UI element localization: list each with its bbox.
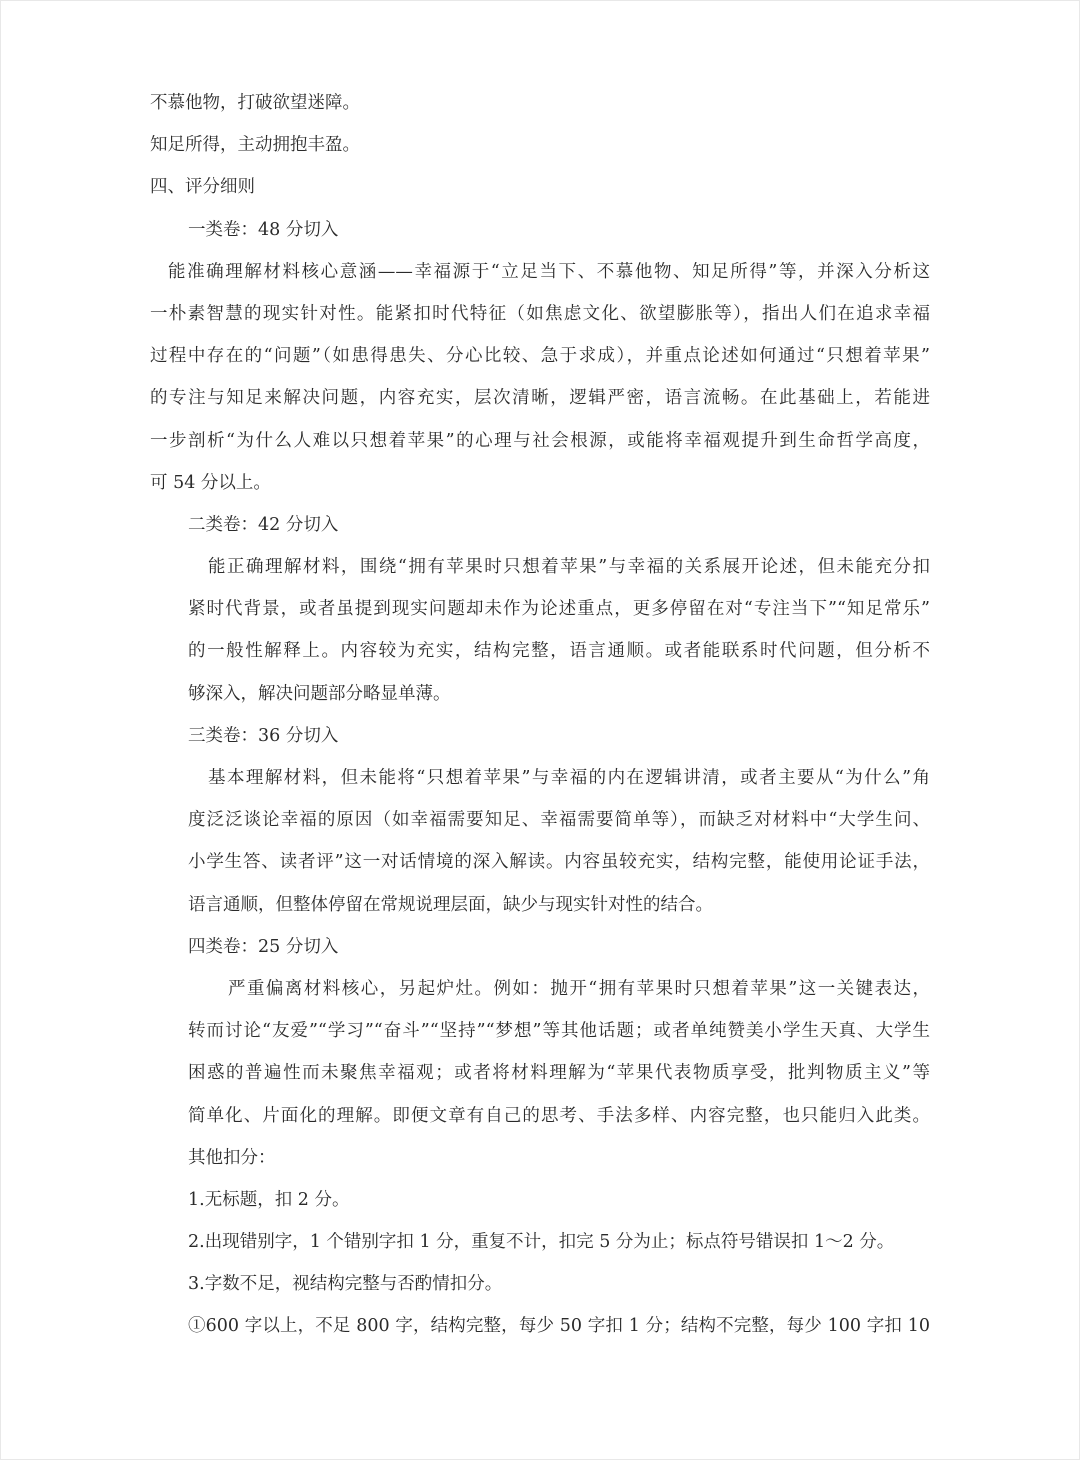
text-line: 能正确理解材料，围绕“拥有苹果时只想着苹果”与幸福的关系展开论述，但未能充分扣	[208, 557, 930, 578]
text-line: 小学生答、读者评”这一对话情境的深入解读。内容虽较充实，结构完整，能使用论证手法，	[188, 852, 930, 873]
text-line: 严重偏离材料核心，另起炉灶。例如：抛开“拥有苹果时只想着苹果”这一关键表达，	[228, 978, 930, 999]
grade-heading-1: 一类卷：48 分切入	[188, 219, 339, 240]
deductions-heading: 其他扣分：	[188, 1147, 276, 1168]
grade-heading-2: 二类卷：42 分切入	[188, 514, 339, 535]
text-line: 能准确理解材料核心意涵——幸福源于“立足当下、不慕他物、知足所得”等，并深入分析这	[168, 261, 930, 282]
text-line: 过程中存在的“问题”（如患得患失、分心比较、急于求成），并重点论述如何通过“只想着苹果”	[150, 346, 930, 367]
deduction-subitem: ①600 字以上，不足 800 字，结构完整，每少 50 字扣 1 分；结构不完整，每少 100 字扣 10	[188, 1316, 930, 1337]
text-line: 转而讨论“友爱”“学习”“奋斗”“坚持”“梦想”等其他话题；或者单纯赞美小学生天真、大学生	[188, 1021, 930, 1042]
text-line: 基本理解材料，但未能将“只想着苹果”与幸福的内在逻辑讲清，或者主要从“为什么”角	[208, 768, 930, 788]
text-line: 可 54 分以上。	[150, 472, 271, 493]
text-line: 知足所得，主动拥抱丰盈。	[150, 135, 360, 156]
text-line: 不慕他物，打破欲望迷障。	[150, 93, 360, 113]
deduction-item: 3.字数不足，视结构完整与否酌情扣分。	[188, 1274, 503, 1295]
text-line: 紧时代背景，或者虽提到现实问题却未作为论述重点，更多停留在对“专注当下”“知足常乐”	[188, 599, 930, 620]
text-line: 一朴素智慧的现实针对性。能紧扣时代特征（如焦虑文化、欲望膨胀等），指出人们在追求幸福	[150, 303, 930, 324]
text-line: 的专注与知足来解决问题，内容充实，层次清晰，逻辑严密，语言流畅。在此基础上，若能进	[150, 388, 930, 409]
document-body	[150, 82, 930, 1348]
text-line: 语言通顺，但整体停留在常规说理层面，缺少与现实针对性的结合。	[188, 894, 713, 915]
text-line: 简单化、片面化的理解。即便文章有自己的思考、手法多样、内容完整，也只能归入此类。	[188, 1105, 930, 1126]
deduction-item: 2.出现错别字，1 个错别字扣 1 分，重复不计，扣完 5 分为止；标点符号错误扣 1～2 分。	[188, 1232, 895, 1253]
grade-heading-4: 四类卷：25 分切入	[188, 936, 339, 957]
text-line: 困惑的普遍性而未聚焦幸福观；或者将材料理解为“苹果代表物质享受，批判物质主义”等	[188, 1063, 930, 1084]
text-line: 度泛泛谈论幸福的原因（如幸福需要知足、幸福需要简单等），而缺乏对材料中“大学生问、	[188, 810, 930, 831]
text-line: 够深入，解决问题部分略显单薄。	[188, 683, 451, 704]
section-heading: 四、评分细则	[150, 177, 255, 198]
deduction-item: 1.无标题，扣 2 分。	[188, 1189, 350, 1210]
text-line: 的一般性解释上。内容较为充实，结构完整，语言通顺。或者能联系时代问题，但分析不	[188, 641, 930, 662]
text-line: 一步剖析“为什么人难以只想着苹果”的心理与社会根源，或能将幸福观提升到生命哲学高度，	[150, 430, 930, 451]
grade-heading-3: 三类卷：36 分切入	[188, 725, 339, 746]
